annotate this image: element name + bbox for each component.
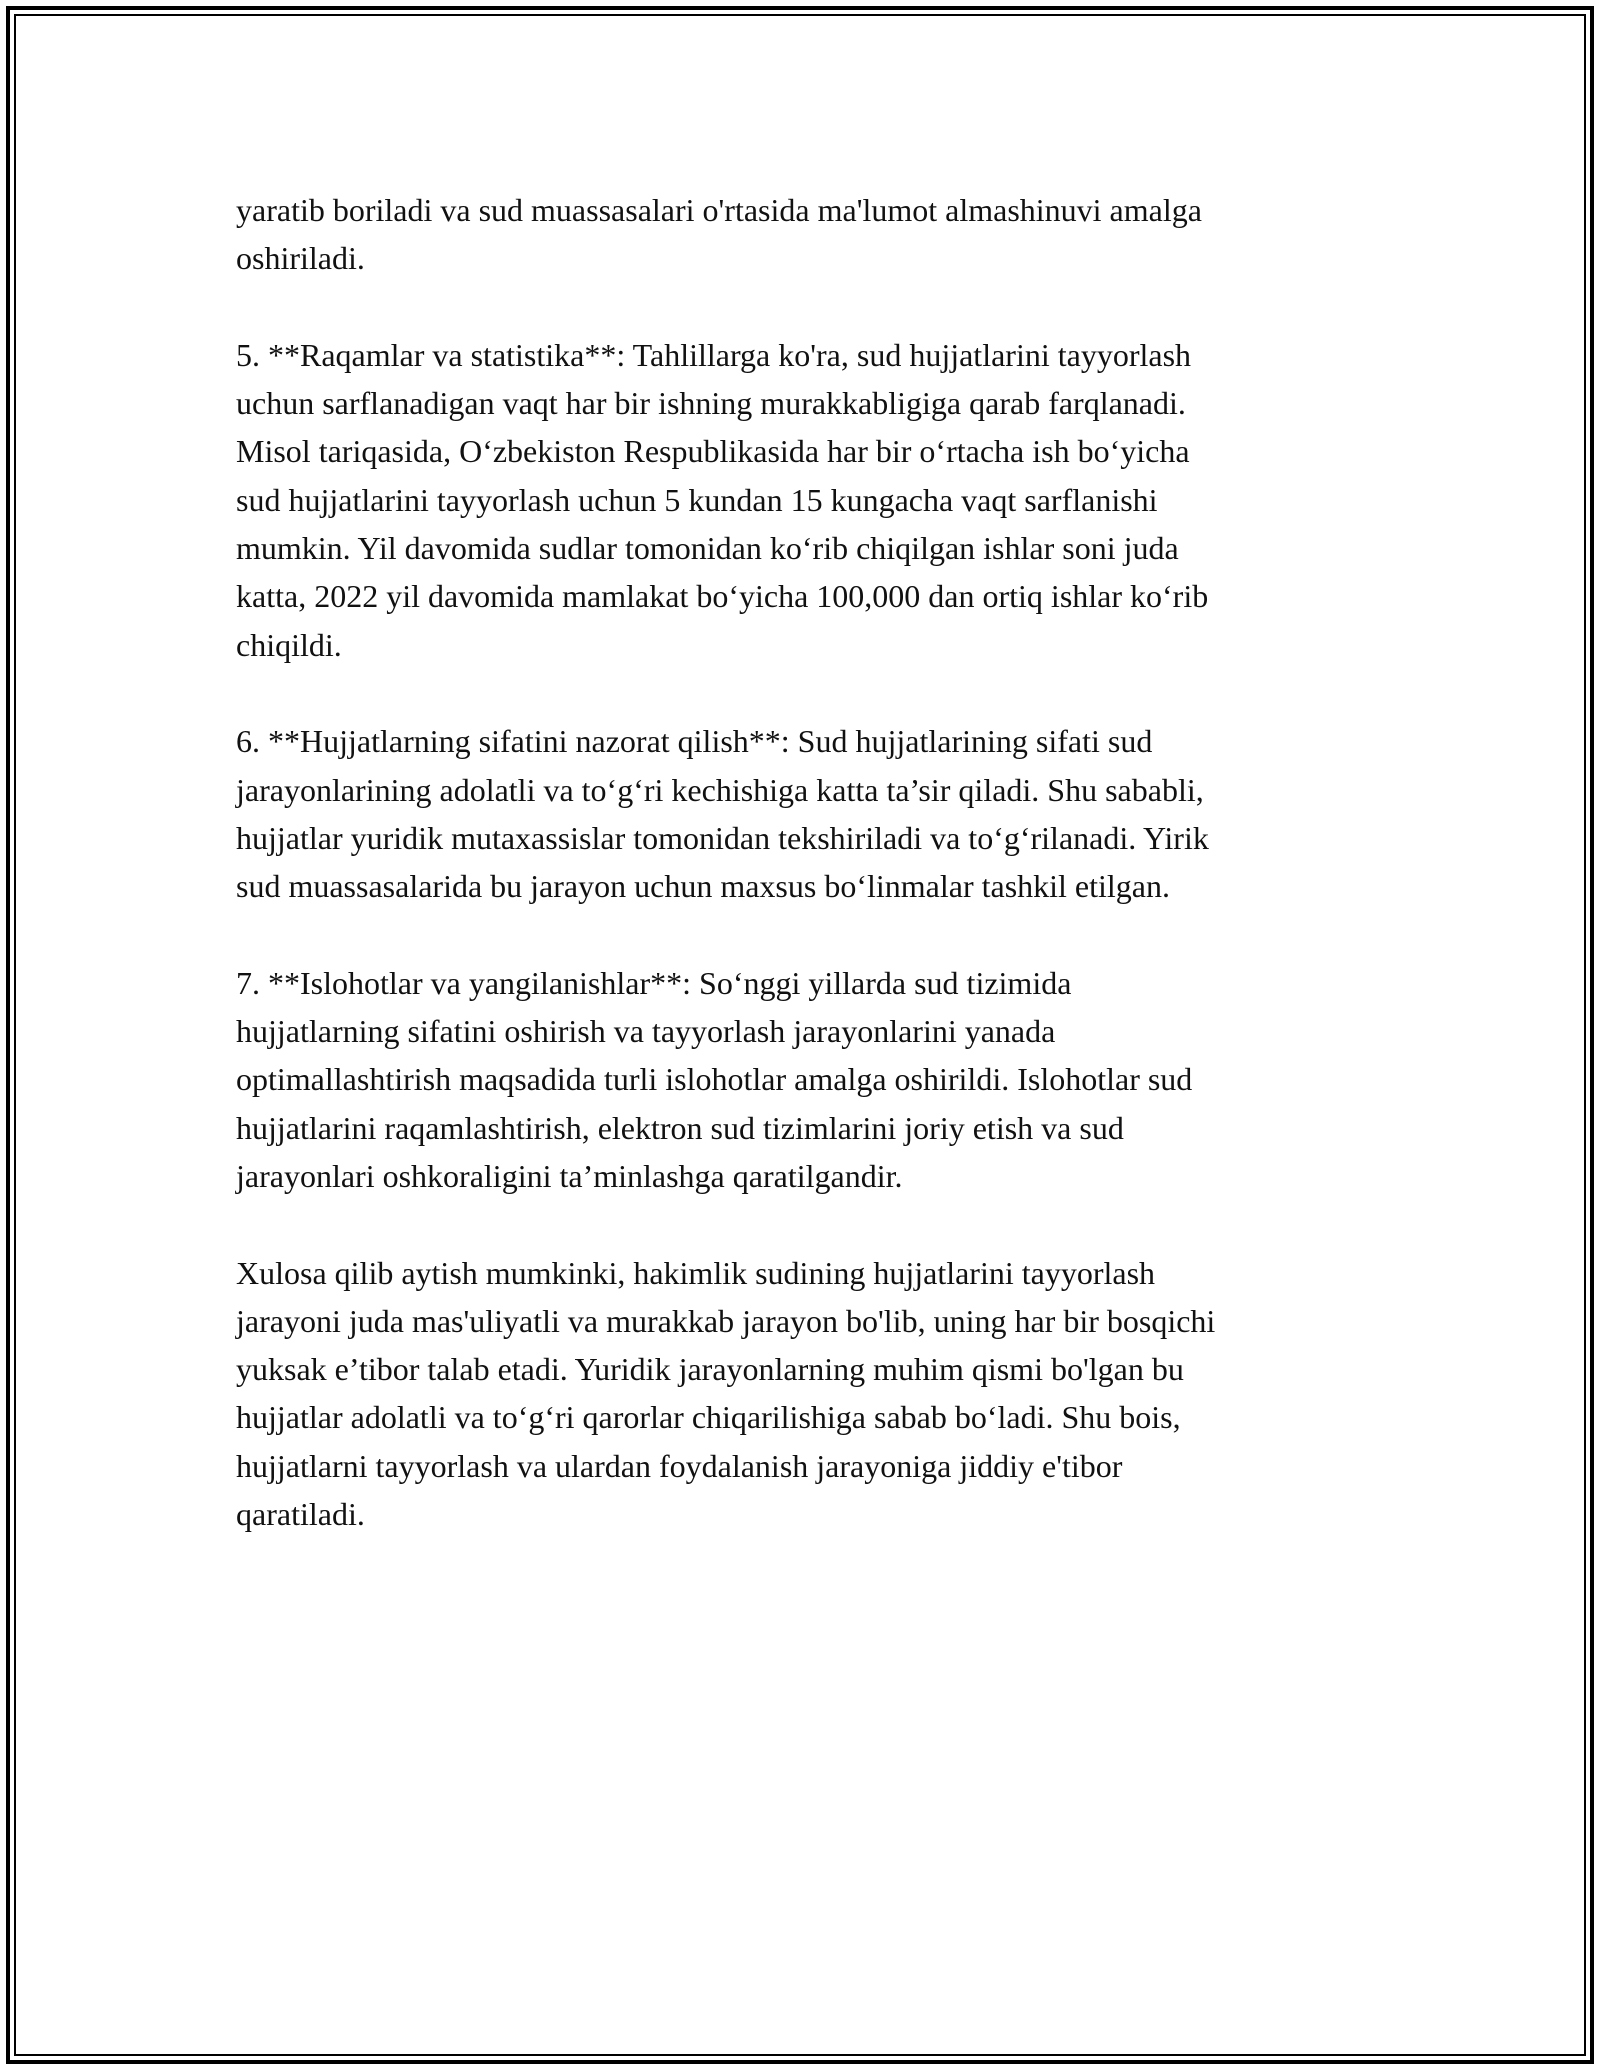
text-line: qaratiladi. [236,1496,365,1533]
text-line: 5. **Raqamlar va statistika**: Tahlillarga ko'ra, sud hujjatlarini tayyorlash [236,336,1192,373]
text-line: katta, 2022 yil davomida mamlakat bo‘yicha 100,000 dan ortiq ishlar ko‘rib [236,578,1209,615]
text-line: hujjatlarini raqamlashtirish, elektron sud tizimlarini joriy etish va sud [236,1109,1124,1146]
text-line: hujjatlar adolatli va to‘g‘ri qarorlar chiqarilishiga sabab bo‘ladi. Shu bois, [236,1399,1181,1436]
paragraph-quality-control [236,717,1366,910]
text-line: optimallashtirish maqsadida turli islohotlar amalga oshirildi. Islohotlar sud [236,1061,1193,1098]
text-line: hujjatlarning sifatini oshirish va tayyorlash jarayonlarini yanada [236,1013,1056,1050]
paragraph-reforms [236,959,1366,1200]
text-line: hujjatlarni tayyorlash va ulardan foydalanish jarayoniga jiddiy e'tibor [236,1447,1123,1484]
text-line: sud muassasalarida bu jarayon uchun maxsus bo‘linmalar tashkil etilgan. [236,868,1170,905]
text-line: yuksak e’tibor talab etadi. Yuridik jarayonlarning muhim qismi bo'lgan bu [236,1351,1184,1388]
text-line: jarayoni juda mas'uliyatli va murakkab jarayon bo'lib, uning har bir bosqichi [236,1302,1216,1339]
text-line: Misol tariqasida, O‘zbekiston Respublikasida har bir o‘rtacha ish bo‘yicha [236,433,1190,470]
text-line: oshiriladi. [236,240,365,277]
paragraph-statistics [236,331,1366,669]
paragraph-conclusion [236,1249,1366,1539]
text-line: jarayonlari oshkoraligini ta’minlashga qaratilgandir. [236,1157,903,1194]
text-line: chiqildi. [236,626,342,663]
text-line: hujjatlar yuridik mutaxassislar tomonidan tekshiriladi va to‘g‘rilanadi. Yirik [236,819,1209,856]
text-line: sud hujjatlarini tayyorlash uchun 5 kundan 15 kungacha vaqt sarflanishi [236,481,1158,518]
document-body [236,186,1366,1538]
text-line: 7. **Islohotlar va yangilanishlar**: So‘nggi yillarda sud tizimida [236,964,1072,1001]
text-line: Xulosa qilib aytish mumkinki, hakimlik sudining hujjatlarini tayyorlash [236,1254,1156,1291]
paragraph-continuation [236,186,1366,283]
text-line: jarayonlarining adolatli va to‘g‘ri kechishiga katta ta’sir qiladi. Shu sababli, [236,771,1204,808]
text-line: 6. **Hujjatlarning sifatini nazorat qilish**: Sud hujjatlarining sifati sud [236,723,1153,760]
text-line: mumkin. Yil davomida sudlar tomonidan ko‘rib chiqilgan ishlar soni juda [236,530,1179,567]
text-line: uchun sarflanadigan vaqt har bir ishning murakkabligiga qarab farqlanadi. [236,385,1186,422]
text-line: yaratib boriladi va sud muassasalari o'rtasida ma'lumot almashinuvi amalga [236,192,1202,228]
